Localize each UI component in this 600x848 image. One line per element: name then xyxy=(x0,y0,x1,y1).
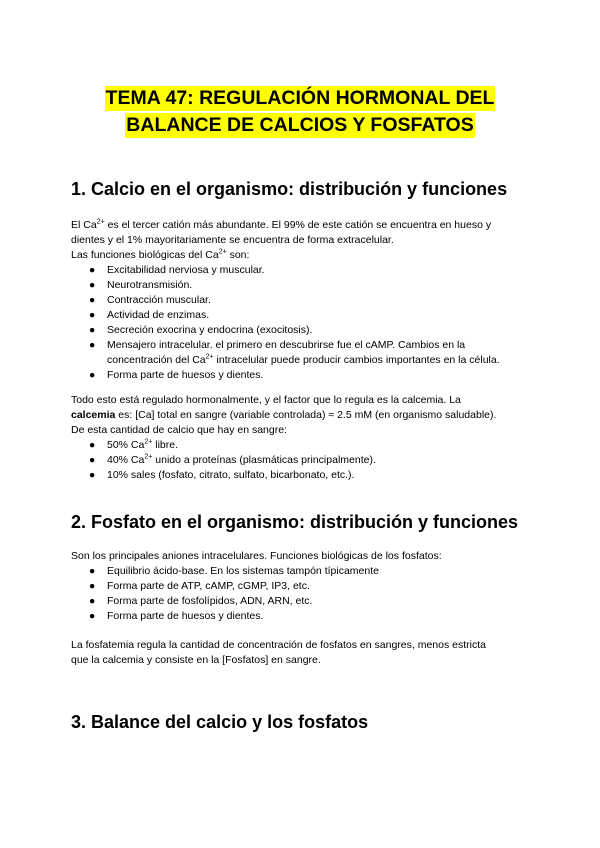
fosfatemia-paragraph xyxy=(71,638,541,668)
section-1-intro xyxy=(71,218,541,263)
calcium-functions-list xyxy=(71,263,500,383)
list-item: ● 40% $Ca^{2+}$ unido a proteínas (plasmáticas principalmente). xyxy=(89,453,376,466)
title-line-2: BALANCE DE CALCIOS Y FOSFATOS xyxy=(126,114,474,136)
list-item: ● Actividad de enzimas. xyxy=(89,309,210,321)
phosphate-functions-list xyxy=(71,564,379,624)
bullet-icon: ● xyxy=(89,439,96,451)
list-item: ● Forma parte de huesos y dientes. xyxy=(89,369,264,381)
bullet-icon: ● xyxy=(89,369,96,381)
list-item: ● Secreción exocrina y endocrina (exocitosis). xyxy=(89,324,313,336)
title-line-1: TEMA 47: REGULACIÓN HORMONAL DEL xyxy=(105,87,495,109)
bullet-icon: ● xyxy=(89,309,96,321)
list-item: ● Mensajero intracelular. el primero en descubrirse fue el cAMP. Cambios en la xyxy=(89,339,466,351)
section-2-intro: Son los principales aniones intracelulares. Funciones biológicas de los fosfatos: xyxy=(71,550,442,562)
calcemia-line-1: Todo esto está regulado hormonalmente, y el factor que lo regula es la calcemia. La xyxy=(71,394,461,406)
list-item: ● Equilibrio ácido-base. En los sistemas tampón típicamente xyxy=(89,565,379,577)
intro-line-2: dientes y el 1% mayoritariamente se encuentra de forma extracelular. xyxy=(71,234,394,246)
calcemia-line-3: De esta cantidad de calcio que hay en sangre: xyxy=(71,424,287,436)
bullet-icon: ● xyxy=(89,580,96,592)
list-item-continuation: concentración del $Ca^{2+}$ intracelular puede producir cambios importantes en la célula. xyxy=(107,353,500,366)
calcemia-paragraph xyxy=(71,393,541,438)
calcium-fractions-list xyxy=(71,438,376,483)
section-2-heading: 2. Fosfato en el organismo: distribución y funciones xyxy=(71,512,519,532)
intro-line-3: Las funciones biológicas del $Ca^{2+}$ son: xyxy=(71,248,250,261)
list-item: ● 50% $Ca^{2+}$ libre. xyxy=(89,438,179,451)
bullet-icon: ● xyxy=(89,469,96,481)
fosfatemia-line-1: La fosfatemia regula la cantidad de concentración de fosfatos en sangres, menos estricta xyxy=(71,639,486,651)
document-title xyxy=(0,86,600,138)
calcemia-line-2: calcemia es: [Ca] total en sangre (variable controlada) ≈ 2.5 mM (en organismo saludable). xyxy=(71,409,497,421)
section-1-heading: 1. Calcio en el organismo: distribución y funciones xyxy=(71,179,508,199)
list-item: ● Excitabilidad nerviosa y muscular. xyxy=(89,264,265,276)
bullet-icon: ● xyxy=(89,565,96,577)
bullet-icon: ● xyxy=(89,339,96,351)
list-item: ● 10% sales (fosfato, citrato, sulfato, bicarbonato, etc.). xyxy=(89,469,355,481)
list-item: ● Forma parte de ATP, cAMP, cGMP, IP3, etc. xyxy=(89,580,310,592)
list-item: ● Forma parte de huesos y dientes. xyxy=(89,610,264,622)
bullet-icon: ● xyxy=(89,324,96,336)
fosfatemia-line-2: que la calcemia y consiste en la [Fosfatos] en sangre. xyxy=(71,654,321,666)
list-item: ● Contracción muscular. xyxy=(89,294,211,306)
section-3-heading: 3. Balance del calcio y los fosfatos xyxy=(71,712,369,732)
bullet-icon: ● xyxy=(89,294,96,306)
bullet-icon: ● xyxy=(89,595,96,607)
list-item: ● Forma parte de fosfolípidos, ADN, ARN, etc. xyxy=(89,595,313,607)
bullet-icon: ● xyxy=(89,264,96,276)
intro-line-1: El $Ca^{2+}$ es el tercer catión más abundante. El 99% de este catión se encuentra en hueso y xyxy=(71,218,492,231)
bullet-icon: ● xyxy=(89,279,96,291)
bullet-icon: ● xyxy=(89,610,96,622)
list-item: ● Neurotransmisión. xyxy=(89,279,193,291)
bullet-icon: ● xyxy=(89,454,96,466)
